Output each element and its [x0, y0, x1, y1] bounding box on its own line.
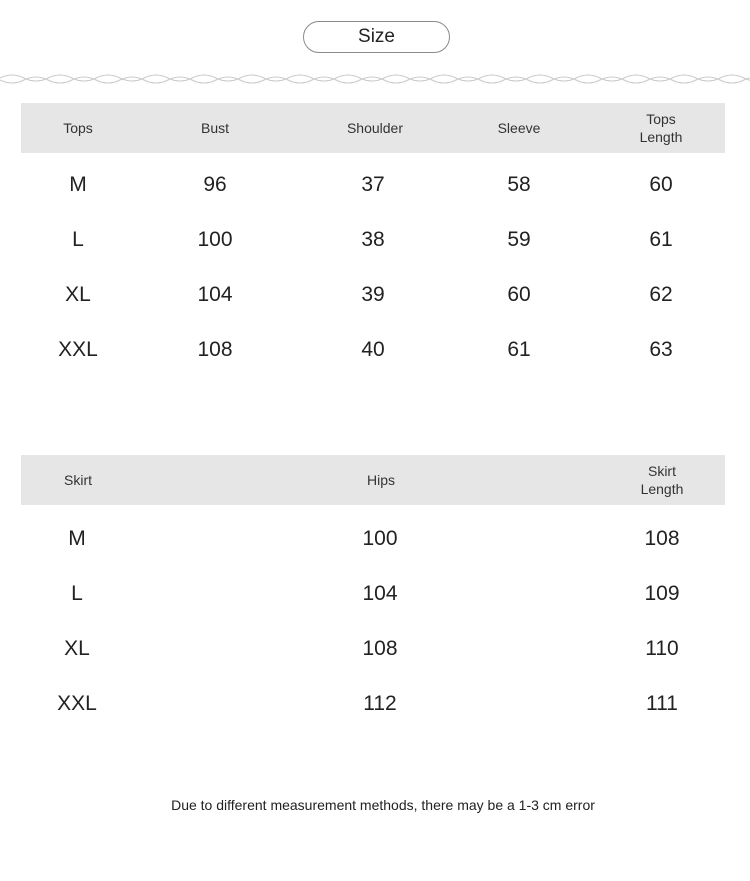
bust-cell: 108 [197, 337, 233, 361]
shoulder-cell: 38 [361, 227, 385, 251]
size-cell: L [72, 227, 84, 251]
hips-cell: 112 [363, 691, 397, 715]
measurement-note: Due to different measurement methods, there may be a 1-3 cm error [171, 797, 595, 813]
size-title: Size [358, 26, 395, 47]
skirt-header-length: Skirt Length [640, 463, 684, 497]
size-cell: M [68, 526, 86, 550]
tops-header-size: Tops [63, 120, 93, 136]
skirt-header-row [21, 455, 725, 505]
length-cell: 61 [649, 227, 673, 251]
length-cell: 109 [644, 581, 680, 605]
table-row [21, 676, 725, 731]
length-cell: 60 [649, 172, 673, 196]
shoulder-cell: 39 [361, 282, 385, 306]
size-title-pill [303, 21, 450, 53]
tops-header-sleeve: Sleeve [497, 120, 541, 136]
table-row [21, 621, 725, 676]
table-row [21, 157, 725, 212]
bust-cell: 104 [197, 282, 233, 306]
length-cell: 63 [649, 337, 673, 361]
shoulder-cell: 37 [361, 172, 385, 196]
hips-cell: 104 [362, 581, 398, 605]
sleeve-cell: 61 [507, 337, 531, 361]
table-row [21, 322, 725, 377]
size-cell: L [71, 581, 83, 605]
tops-header-bust: Bust [200, 120, 229, 136]
table-row [21, 212, 725, 267]
shoulder-cell: 40 [361, 337, 385, 361]
sleeve-cell: 59 [507, 227, 531, 251]
sleeve-cell: 58 [507, 172, 531, 196]
tops-header-length: Tops Length [639, 111, 683, 145]
skirt-size-table [21, 455, 725, 731]
length-cell: 111 [646, 691, 678, 715]
size-cell: M [69, 172, 87, 196]
size-cell: XL [65, 282, 91, 306]
table-row [21, 267, 725, 322]
size-cell: XXL [58, 337, 98, 361]
hips-cell: 108 [362, 636, 398, 660]
tops-size-table [21, 103, 725, 377]
bust-cell: 100 [197, 227, 233, 251]
skirt-header-hips: Hips [366, 472, 395, 488]
skirt-header-size: Skirt [64, 472, 92, 488]
length-cell: 108 [644, 526, 680, 550]
table-row [21, 566, 725, 621]
wave-divider [0, 72, 750, 90]
hips-cell: 100 [362, 526, 398, 550]
table-row [21, 511, 725, 566]
sleeve-cell: 60 [507, 282, 531, 306]
tops-header-shoulder: Shoulder [346, 120, 404, 136]
tops-header-row [21, 103, 725, 153]
length-cell: 110 [645, 636, 679, 660]
size-cell: XL [64, 636, 90, 660]
length-cell: 62 [649, 282, 673, 306]
bust-cell: 96 [203, 172, 227, 196]
size-cell: XXL [57, 691, 97, 715]
